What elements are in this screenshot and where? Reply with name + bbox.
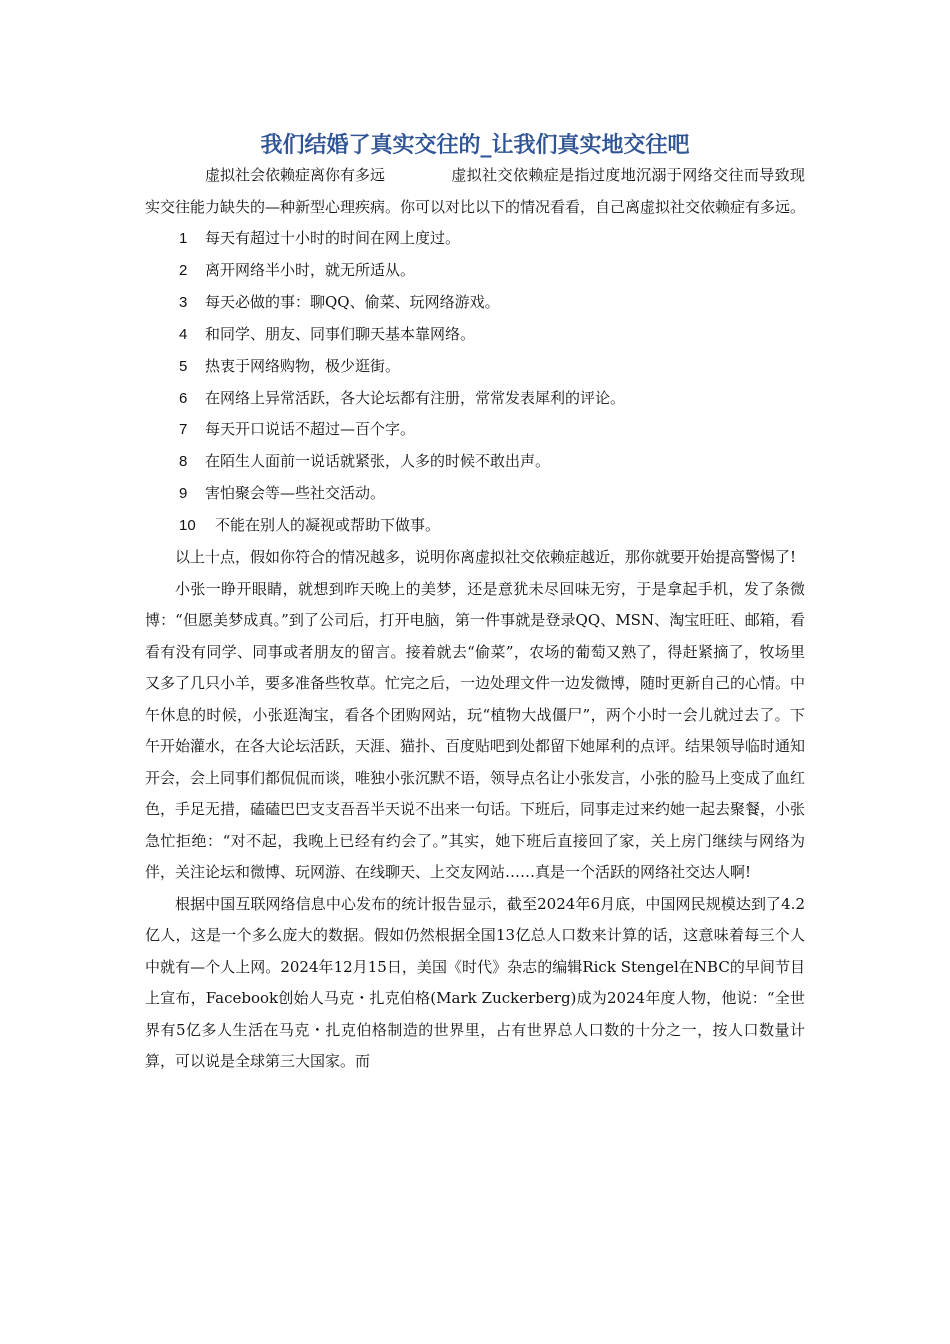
list-item bbox=[145, 255, 805, 287]
list-item bbox=[145, 223, 805, 255]
list-item bbox=[145, 510, 805, 542]
list-item-text: 在陌生人面前一说话就紧张，人多的时候不敢出声。 bbox=[205, 452, 551, 471]
list-item bbox=[145, 383, 805, 415]
intro-paragraph bbox=[145, 160, 805, 223]
list-item-number: 6 bbox=[179, 389, 188, 407]
list-item-text: 和同学、朋友、同事们聊天基本靠网络。 bbox=[205, 324, 476, 343]
list-item-text: 在网络上异常活跃，各大论坛都有注册，常常发表犀利的评论。 bbox=[205, 388, 626, 407]
list-item-text: 不能在别人的凝视或帮助下做事。 bbox=[215, 516, 441, 535]
list-item-text: 离开网络半小时，就无所适从。 bbox=[205, 260, 416, 279]
list-item-text: 每天开口说话不超过—百个字。 bbox=[205, 420, 416, 439]
document-title: 我们结婚了真实交往的_让我们真实地交往吧 bbox=[260, 133, 690, 158]
list-item-number: 3 bbox=[179, 293, 188, 311]
list-item-number: 10 bbox=[179, 517, 196, 535]
list-item bbox=[145, 414, 805, 446]
symptom-list bbox=[145, 223, 805, 542]
list-item-text: 每天必做的事：聊QQ、偷菜、玩网络游戏。 bbox=[205, 292, 500, 311]
list-item-number: 2 bbox=[179, 261, 188, 279]
list-item-number: 1 bbox=[179, 230, 188, 247]
intro-lead: 虚拟社交依赖症是指过度地沉溺于网络交往而导致现实交往能力缺失的—种新型心理疾病。你可以对比以下的情况看看，自己离虚拟社交依赖症有多远。 bbox=[145, 166, 806, 216]
list-item-number: 5 bbox=[179, 357, 188, 375]
story-paragraph: 小张一睁开眼睛，就想到昨天晚上的美梦，还是意犹未尽回味无穷，于是拿起手机，发了条微博：“但愿美梦成真。”到了公司后，打开电脑，第一件事就是登录QQ、MSN、淘宝旺旺、邮箱，看看有没有同学、同事或者朋友的留言。接着就去“偷菜”，农场的葡萄又熟了，得赶紧摘了，牧场里又多了几只小羊，要多准备些牧草。忙完之后，一边处理文件一边发微博，随时更新自己的心情。中午休息的时候，小张逛淘宝，看各个团购网站，玩“植物大战僵尸”，两个小时一会儿就过去了。下午开始灌水，在各大论坛活跃，天涯、猫扑、百度贴吧到处都留下她犀利的点评。结果领导临时通知开会，会上同事们都侃侃而谈，唯独小张沉默不语，领导点名让小张发言，小张的脸马上变成了血红色，手足无措，磕磕巴巴支支吾吾半天说不出来一句话。下班后，同事走过来约她一起去聚餐，小张急忙拒绝：“对不起，我晚上已经有约会了。”其实，她下班后直接回了家，关上房门继续与网络为伴，关注论坛和微博、玩网游、在线聊天、上交友网站……真是一个活跃的网络社交达人啊! bbox=[145, 579, 806, 882]
list-item bbox=[145, 478, 805, 510]
conclusion-paragraph: 以上十点，假如你符合的情况越多，说明你离虚拟社交依赖症越近，那你就要开始提高警惕了! bbox=[175, 548, 797, 567]
intro-subtitle: 虚拟社会依赖症离你有多远 bbox=[205, 166, 386, 184]
list-item-number: 4 bbox=[179, 325, 188, 343]
statistics-paragraph: 根据中国互联网络信息中心发布的统计报告显示，截至2024年6月底，中国网民规模达到了4.2亿人，这是一个多么庞大的数据。假如仍然根据全国13亿总人口数来计算的话，这意味着每三个人中就有—个人上网。2024年12月15日，美国《时代》杂志的编辑Rick Stengel在NBC的早间节目上宣布，Facebook创始人马克・扎克伯格(Mark Zuckerberg)成为2024年度人物，他说：“全世界有5亿多人生活在马克・扎克伯格制造的世界里，占有世界总人口数的十分之一，按人口数量计算，可以说是全球第三大国家。而 bbox=[145, 894, 805, 1071]
list-item bbox=[145, 287, 805, 319]
list-item-number: 8 bbox=[179, 453, 188, 471]
list-item-text: 热衷于网络购物，极少逛街。 bbox=[205, 356, 401, 375]
list-item-number: 9 bbox=[179, 485, 188, 503]
list-item bbox=[145, 351, 805, 383]
list-item-number: 7 bbox=[179, 421, 188, 439]
list-item bbox=[145, 446, 805, 478]
document-page bbox=[145, 128, 805, 1078]
list-item bbox=[145, 319, 805, 351]
list-item-text: 每天有超过十小时的时间在网上度过。 bbox=[205, 229, 461, 247]
list-item-text: 害怕聚会等—些社交活动。 bbox=[205, 484, 386, 503]
